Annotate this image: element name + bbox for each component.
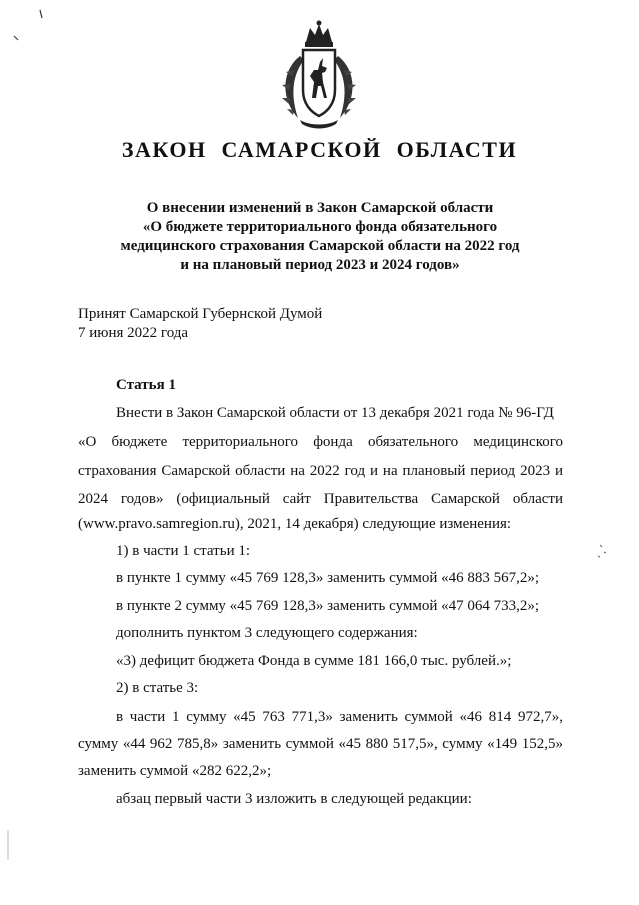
body-line: в части 1 сумму «45 763 771,3» заменить суммой «46 814 972,7», [116, 709, 563, 725]
subtitle-line: «О бюджете территориального фонда обязательного [142, 219, 498, 235]
body-line: 2024 годов» (официальный сайт Правительства Самарской области [78, 491, 563, 507]
body-line: Внести в Закон Самарской области от 13 декабря 2021 года № 96-ГД [116, 405, 554, 421]
body-line: дополнить пунктом 3 следующего содержания: [116, 625, 418, 641]
subtitle-line: и на плановый период 2023 и 2024 годов» [180, 257, 460, 273]
article-heading: Статья 1 [116, 377, 176, 393]
body-line: страхования Самарской области на 2022 год и на плановый период 2023 и [78, 463, 563, 479]
body-line: (www.pravo.samregion.ru), 2021, 14 декабря) следующие изменения: [78, 516, 512, 532]
scan-speck [14, 36, 18, 40]
body-line: «3) дефицит бюджета Фонда в сумме 181 166,0 тыс. рублей.»; [116, 653, 512, 669]
scan-speck [598, 545, 606, 557]
body-line: «О бюджете территориального фонда обязательного медицинского [78, 434, 563, 450]
adoption-date: 7 июня 2022 года [78, 325, 189, 341]
law-title: ЗАКОН САМАРСКОЙ ОБЛАСТИ [121, 137, 518, 162]
body-line: заменить суммой «282 622,2»; [78, 763, 272, 779]
body-line: в пункте 2 сумму «45 769 128,3» заменить суммой «47 064 733,2»; [116, 598, 540, 614]
body-line: абзац первый части 3 изложить в следующей редакции: [116, 791, 472, 807]
body-line: сумму «44 962 785,8» заменить суммой «45 880 517,5», сумму «149 152,5» [78, 736, 563, 752]
scan-speck [40, 10, 42, 18]
body-line: 1) в части 1 статьи 1: [116, 543, 251, 559]
subtitle-line: медицинского страхования Самарской области на 2022 год [120, 238, 520, 254]
subtitle-line: О внесении изменений в Закон Самарской области [146, 200, 494, 216]
adoption-line: Принят Самарской Губернской Думой [78, 306, 323, 322]
body-line: в пункте 1 сумму «45 769 128,3» заменить суммой «46 883 567,2»; [116, 570, 540, 586]
body-line: 2) в статье 3: [116, 680, 199, 696]
